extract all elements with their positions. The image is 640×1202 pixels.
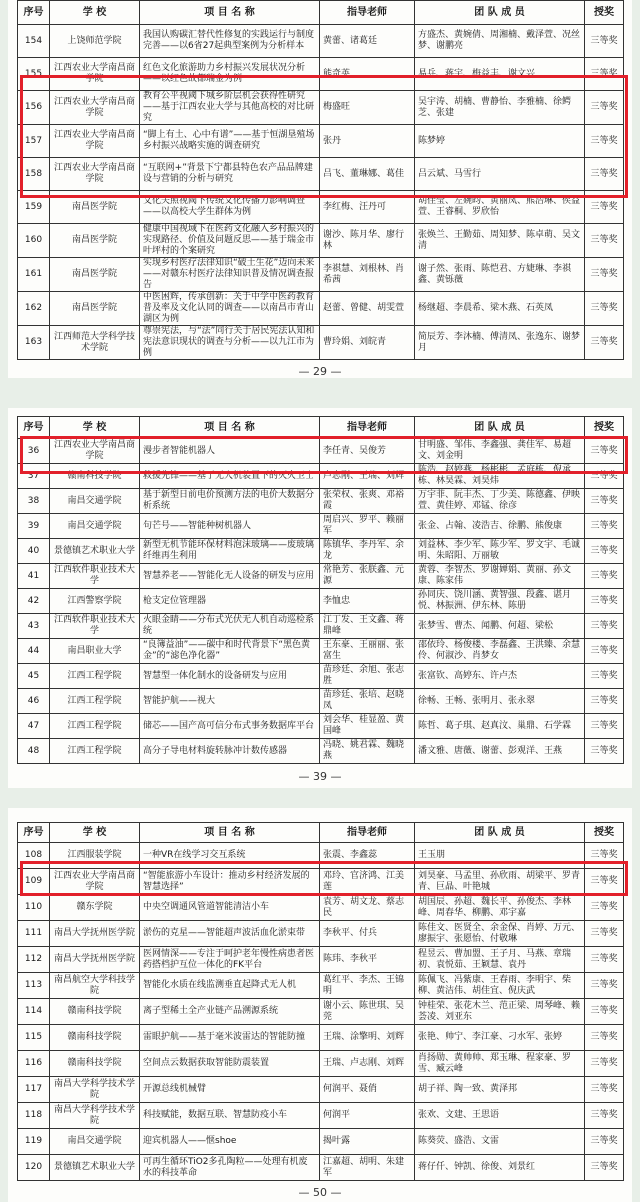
table-row [18,843,624,869]
award-level: 三等奖 [585,843,624,869]
school-name: 江西工程学院 [50,664,140,689]
page-number: — 39 — [298,770,342,783]
advisor-names: 吕飞、董琳娜、葛佳 [320,158,415,191]
row-number: 111 [18,921,50,947]
row-number: 163 [18,326,50,360]
row-number: 44 [18,639,50,664]
project-name: 我国认购碳汇替代性修复的实践运行与制度完善——以6省27起典型案例为分析样本 [140,25,320,58]
award-level: 三等奖 [585,514,624,539]
award-level: 三等奖 [585,639,624,664]
header-project: 项 目 名 称 [140,417,320,439]
advisor-names: 张震、李鑫蕊 [320,843,415,869]
advisor-names: 曹玲娟、刘皖青 [320,326,415,360]
project-name: 一种VR在线学习交互系统 [140,843,320,869]
award-level: 三等奖 [585,564,624,589]
header-members: 团 队 成 员 [415,1,585,25]
project-name: 智慧型一体化制水的设备研发与应用 [140,664,320,689]
school-name: 江西工程学院 [50,739,140,764]
team-members: 刘昊豪、马孟里、孙欣雨、胡梁平、罗青青、巨晶、叶艳城 [415,869,585,895]
advisor-names: 江嘉超、胡明、朱建军 [320,1155,415,1181]
row-number: 47 [18,714,50,739]
school-name: 南昌医学院 [50,258,140,292]
team-members: 胡子祥、陶一致、黄泽邦 [415,1077,585,1103]
school-name: 江西软件职业技术大学 [50,614,140,639]
row-number: 41 [18,564,50,589]
team-members: 陈佳文、医贤全、余金保、肖婷、万元、廖振宇、张愿怡、付敬琳 [415,921,585,947]
award-level: 三等奖 [585,258,624,292]
advisor-names: 王瑞、涂擎明、刘辉 [320,1025,415,1051]
award-level: 三等奖 [585,224,624,258]
table-row [18,539,624,564]
row-number: 160 [18,224,50,258]
award-level: 三等奖 [585,1077,624,1103]
advisor-names: 江丁发、王文鑫、蒋鼎峰 [320,614,415,639]
header-project: 项 目 名 称 [140,823,320,843]
school-name: 江西软件职业技术大学 [50,564,140,589]
document-page-50 [8,808,632,1202]
table-row [18,224,624,258]
school-name: 南昌航空大学科技学院 [50,973,140,999]
award-level: 三等奖 [585,25,624,58]
team-members: 刘益林、李少军、陈少军、罗文宇、毛诚明、朱昭阳、万丽敏 [415,539,585,564]
project-name: 健康中国视域下在医药文化融入乡村振兴的实现路径、价值及问题反思——基于瑞金市叶坪村的个案研究 [140,224,320,258]
award-level: 三等奖 [585,58,624,91]
row-number: 117 [18,1077,50,1103]
table-row [18,1051,624,1077]
project-name: 句芒号——智能种树机器人 [140,514,320,539]
advisor-names: 苗珍廷、张培、赵晓凤 [320,689,415,714]
row-number: 155 [18,58,50,91]
school-name: 江西农业大学南昌商学院 [50,91,140,125]
table-row [18,489,624,514]
team-members: 钟桂荣、张花木兰、范正梁、周琴峰、赖荟凌、刘亚东 [415,999,585,1025]
school-name: 南昌大学抚州医学院 [50,921,140,947]
header-award: 授奖 [585,1,624,25]
school-name: 南昌大学科学技术学院 [50,1077,140,1103]
team-members: 简辰芳、李沐楠、傅清凤、张逸东、谢梦月 [415,326,585,360]
school-name: 江西服装学院 [50,843,140,869]
table-row [18,464,624,489]
row-number: 159 [18,191,50,224]
advisor-names: 揭叶露 [320,1129,415,1155]
table-row [18,25,624,58]
row-number: 45 [18,664,50,689]
team-members: 程昱云、曹加盟、王子月、马燕、章瑞初、袁悦茹、王颖慧、袁丹 [415,947,585,973]
project-name: 迎宾机器人——惬shoe [140,1129,320,1155]
advisor-names: 陈镇华、李丹军、余龙 [320,539,415,564]
school-name: 江西工程学院 [50,714,140,739]
row-number: 113 [18,973,50,999]
team-members: 陈浩、赵婷燕、杨彬彬、孟庭栋、倪承栋、林昊霖、刘昊炜 [415,464,585,489]
school-name: 南昌职业大学 [50,639,140,664]
table-row [18,689,624,714]
project-name: 医网情深——专注于呵护老年慢性病患者医药搭档护互位一体化的FK平台 [140,947,320,973]
header-advisor: 指导老师 [320,417,415,439]
project-name: 科技赋能，数据互联、智慧防疫小车 [140,1103,320,1129]
header-no: 序号 [18,1,50,25]
header-award: 授奖 [585,823,624,843]
table-header-row [18,1,624,25]
project-name: 雷眼护航——基于毫米波雷达的智能防撞 [140,1025,320,1051]
project-name: 基于新型日前电价预测方法的电价大数据分析系统 [140,489,320,514]
school-name: 上饶师范学院 [50,25,140,58]
school-name: 景德镇艺术职业大学 [50,1155,140,1181]
header-members: 团 队 成 员 [415,417,585,439]
table-row [18,1103,624,1129]
award-level: 三等奖 [585,158,624,191]
team-members: 陈哲、葛子琪、赵真汶、巢鼎、石学霖 [415,714,585,739]
row-number: 39 [18,514,50,539]
team-members: 胡国辰、孙超、魏长平、孙俊杰、李林峰、周春华、柳鹏、邓宇嘉 [415,895,585,921]
team-members: 徐畅、王畅、张明月、张永翠 [415,689,585,714]
row-number: 48 [18,739,50,764]
award-level: 三等奖 [585,869,624,895]
table-row [18,292,624,326]
project-name: 智能化水质在线监测垂直起降式无人机 [140,973,320,999]
table-row [18,614,624,639]
school-name: 江西农业大学南昌商学院 [50,158,140,191]
project-name: 文化关照视阈下传统文化传播力影响调查——以高校大学生群体为例 [140,191,320,224]
project-name: 智慧养老——智能化无人设备的研发与应用 [140,564,320,589]
advisor-names: 李恤忠 [320,589,415,614]
team-members: 张艳、帅宁、李江豪、刁水军、张婷 [415,1025,585,1051]
table-row [18,589,624,614]
row-number: 43 [18,614,50,639]
table-row [18,639,624,664]
award-level: 三等奖 [585,191,624,224]
team-members: 陈梦婷 [415,125,585,158]
advisor-names: 谢小云、陈世琪、吴莞 [320,999,415,1025]
table-header-row [18,417,624,439]
advisor-names: 梅盛旺 [320,91,415,125]
team-members: 易兵、蒋宇、梅益丰、谢文兴 [415,58,585,91]
school-name: 江西农业大学南昌商学院 [50,125,140,158]
project-name: 智能护航——视大 [140,689,320,714]
table-row [18,921,624,947]
project-name: 中医困辉，传承创新：关于中学中医药教育普及率及文化认同的调查——以南昌市青山湖区为例 [140,292,320,326]
page-number: — 50 — [298,1186,342,1199]
advisor-names: 李祺慧、刘根林、肖希茜 [320,258,415,292]
table-row [18,973,624,999]
project-name: 中央空调通风管道智能清洁小车 [140,895,320,921]
award-level: 三等奖 [585,1155,624,1181]
table-header-row [18,823,624,843]
project-name: “互联网+”背景下宁都县特色农产品品牌建设与营销的分析与研究 [140,158,320,191]
team-members: 谢子然、张雨、陈恺君、方婕琳、李祺鑫、黄铄薇 [415,258,585,292]
project-name: 实现乡村医疗法律知识“破土生花”迈向未来——对赣东村医疗法律知识普及情况调查报告 [140,258,320,292]
advisor-names: 何润平 [320,1103,415,1129]
advisor-names: 熊奇英 [320,58,415,91]
row-number: 112 [18,947,50,973]
project-name: “智能旅游小车设计：推动乡村经济发展的智慧选择” [140,869,320,895]
table-row [18,514,624,539]
award-level: 三等奖 [585,689,624,714]
row-number: 158 [18,158,50,191]
school-name: 南昌医学院 [50,292,140,326]
project-name: 救援先锋——基于无人机装置下的灭火卫士 [140,464,320,489]
award-level: 三等奖 [585,1051,624,1077]
header-award: 授奖 [585,417,624,439]
project-name: 空间点云数据获取智能防震装置 [140,1051,320,1077]
table-row [18,664,624,689]
row-number: 156 [18,91,50,125]
project-name: 离子型稀土全产业链产品溯源系统 [140,999,320,1025]
award-level: 三等奖 [585,125,624,158]
table-row [18,158,624,191]
award-level: 三等奖 [585,973,624,999]
award-level: 三等奖 [585,489,624,514]
award-level: 三等奖 [585,1103,624,1129]
table-row [18,258,624,292]
advisor-names: 周启兴、罗平、赖丽军 [320,514,415,539]
team-members: 胡佳莹、左婉昀、黄丽凤、熊浩琳、侯益萱、王睿桐、罗欣怡 [415,191,585,224]
advisor-names: 何润平、聂俏 [320,1077,415,1103]
advisor-names: 葛红平、李杰、王锦明 [320,973,415,999]
team-members: 张梦雪、曹杰、闻鹏、何超、梁松 [415,614,585,639]
table-row [18,739,624,764]
row-number: 162 [18,292,50,326]
advisor-names: 王东豪、王丽丽、张富生 [320,639,415,664]
project-name: 火眼金睛——分布式光伏无人机自动巡检系统 [140,614,320,639]
award-level: 三等奖 [585,1129,624,1155]
table-row [18,58,624,91]
project-name: 漫步者智能机器人 [140,439,320,464]
school-name: 赣南科技学院 [50,1051,140,1077]
project-name: 储芯——国产高可信分布式事务数据库平台 [140,714,320,739]
team-members: 吴宇涛、胡楠、曹静怡、李雅楠、徐鳄芝、张建 [415,91,585,125]
school-name: 江西农业大学南昌商学院 [50,439,140,464]
team-members: 陈佩飞、冯紫康、王春雨、李明宇、柴柳、黄洁伟、胡佳宜、倪庆武 [415,973,585,999]
team-members: 张金、占翰、凌浩吉、徐鹏、熊俊康 [415,514,585,539]
row-number: 161 [18,258,50,292]
award-level: 三等奖 [585,292,624,326]
table-row [18,714,624,739]
school-name: 南昌交通学院 [50,514,140,539]
table-row [18,439,624,464]
awards-table [17,0,624,360]
row-number: 154 [18,25,50,58]
project-name: 红色文化旅游助力乡村振兴发展状况分析——以红色故都瑞金为例 [140,58,320,91]
award-level: 三等奖 [585,664,624,689]
row-number: 38 [18,489,50,514]
row-number: 118 [18,1103,50,1129]
header-school: 学 校 [50,1,140,25]
table-row [18,895,624,921]
project-name: 新型无机节能环保材料泡沫玻璃——废玻璃纤维再生利用 [140,539,320,564]
team-members: 张富钦、高婷东、许卢杰 [415,664,585,689]
table-row [18,999,624,1025]
school-name: 江西农业大学南昌商学院 [50,58,140,91]
row-number: 120 [18,1155,50,1181]
advisor-names: 苗珍廷、余旭、张志胜 [320,664,415,689]
team-members: 方盛杰、黄婉倩、周湘楠、戴泽萱、况丝梦、谢鹏亮 [415,25,585,58]
school-name: 南昌医学院 [50,191,140,224]
advisor-names: 谢沙、陈月华、廖行林 [320,224,415,258]
advisor-names: 袁芳、胡文龙、蔡志民 [320,895,415,921]
school-name: 江西警察学院 [50,589,140,614]
award-level: 三等奖 [585,714,624,739]
award-level: 三等奖 [585,464,624,489]
advisor-names: 常艳芳、张朕鑫、元源 [320,564,415,589]
project-name: 高分子导电材料旋转脉冲计数传感器 [140,739,320,764]
school-name: 江西工程学院 [50,689,140,714]
award-level: 三等奖 [585,91,624,125]
header-no: 序号 [18,417,50,439]
project-name: 可再生循环TiO2多孔陶粒——处理有机废水的科技革命 [140,1155,320,1181]
project-name: 淤伤的克星——智能超声波活血化淤束带 [140,921,320,947]
award-level: 三等奖 [585,921,624,947]
school-name: 南昌交通学院 [50,1129,140,1155]
advisor-names: 陈玮、李秋平 [320,947,415,973]
advisor-names: 李红梅、汪丹可 [320,191,415,224]
row-number: 108 [18,843,50,869]
row-number: 116 [18,1051,50,1077]
row-number: 157 [18,125,50,158]
project-name: 枪支定位管理器 [140,589,320,614]
awards-table [17,416,624,764]
award-level: 三等奖 [585,614,624,639]
project-name: “脚上有土、心中有谱”——基于恒湖垦殖场乡村振兴战略实施的调查研究 [140,125,320,158]
award-level: 三等奖 [585,539,624,564]
header-no: 序号 [18,823,50,843]
advisor-names: 张荣权、张爽、邓裕霞 [320,489,415,514]
team-members: 肖扬勋、黄帅帅、郑玉琳、程家豪、罗雪、臧云峰 [415,1051,585,1077]
row-number: 36 [18,439,50,464]
table-row [18,1025,624,1051]
team-members: 万宇菲、阮丰杰、丁少美、陈德鑫、伊映萱、黄佳婷、邓锰、徐彦 [415,489,585,514]
school-name: 江西农业大学南昌商学院 [50,869,140,895]
advisor-names: 冯晓、姚君霖、魏晓燕 [320,739,415,764]
team-members: 甘明盛、邹伟、李鑫强、龚佳军、易超文、刘金明 [415,439,585,464]
page-number: — 29 — [298,365,342,378]
award-level: 三等奖 [585,1025,624,1051]
table-row [18,869,624,895]
table-row [18,1077,624,1103]
award-level: 三等奖 [585,326,624,360]
project-name: 教育公平视阈下城乡阶层机会获得性研究——基于江西农业大学与其他高校的对比研究 [140,91,320,125]
school-name: 赣南科技学院 [50,464,140,489]
table-row [18,1155,624,1181]
team-members: 陈葵荧、盛浩、文雷 [415,1129,585,1155]
award-level: 三等奖 [585,895,624,921]
team-members: 吕云斌、马雪行 [415,158,585,191]
school-name: 南昌医学院 [50,224,140,258]
advisor-names: 赵蕾、曾健、胡雯萱 [320,292,415,326]
row-number: 119 [18,1129,50,1155]
header-advisor: 指导老师 [320,1,415,25]
header-members: 团 队 成 员 [415,823,585,843]
advisor-names: 李秋平、付兵 [320,921,415,947]
advisor-names: 卢志刚、王瑞、刘辉 [320,464,415,489]
school-name: 江西师范大学科学技术学院 [50,326,140,360]
school-name: 景德镇艺术职业大学 [50,539,140,564]
row-number: 110 [18,895,50,921]
team-members: 杨继超、李晨希、梁木燕、石英凤 [415,292,585,326]
table-row [18,564,624,589]
table-row [18,91,624,125]
document-page-39 [8,408,632,788]
advisor-names: 王瑞、卢志刚、刘辉 [320,1051,415,1077]
school-name: 赣南科技学院 [50,999,140,1025]
team-members: 黄蓉、李智杰、罗谢婵娟、黄丽、孙文康、陈家伟 [415,564,585,589]
table-row [18,191,624,224]
row-number: 42 [18,589,50,614]
advisor-names: 李任青、吴俊芳 [320,439,415,464]
team-members: 邵依玲、杨俊楼、李磊鑫、王洪臻、余慧伶、何淑沙、肖梦女 [415,639,585,664]
award-level: 三等奖 [585,739,624,764]
team-members: 张焕兰、王勤茹、周知梦、陈卓萌、吴文清 [415,224,585,258]
table-row [18,326,624,360]
document-page-29 [8,0,632,378]
project-name: “良簿益油”——碳中和时代背景下“黑色黄金”的“滤色净化器” [140,639,320,664]
header-school: 学 校 [50,417,140,439]
team-members: 潘文雅、唐薇、谢蕾、彭观洋、王燕 [415,739,585,764]
advisor-names: 张丹 [320,125,415,158]
team-members: 孙同庆、饶川涵、黄智强、段鑫、谌月悦、林振洲、伊东林、陈册 [415,589,585,614]
school-name: 南昌大学抚州医学院 [50,947,140,973]
team-members: 张欢、文建、王思语 [415,1103,585,1129]
table-row [18,947,624,973]
row-number: 109 [18,869,50,895]
project-name: 尊崇宪法，与“法”同行关于居民宪法认知和宪法意识现状的调查与分析——以九江市为例 [140,326,320,360]
advisor-names: 邓玲、官济鸿、江美莲 [320,869,415,895]
team-members: 王玉朋 [415,843,585,869]
award-level: 三等奖 [585,439,624,464]
row-number: 37 [18,464,50,489]
school-name: 南昌交通学院 [50,489,140,514]
school-name: 南昌大学科学技术学院 [50,1103,140,1129]
award-level: 三等奖 [585,589,624,614]
award-level: 三等奖 [585,947,624,973]
row-number: 46 [18,689,50,714]
header-advisor: 指导老师 [320,823,415,843]
team-members: 蒋仔仟、钟凯、徐俊、刘景红 [415,1155,585,1181]
header-project: 项 目 名 称 [140,1,320,25]
award-level: 三等奖 [585,999,624,1025]
table-row [18,1129,624,1155]
school-name: 赣东学院 [50,895,140,921]
awards-table [17,822,624,1181]
header-school: 学 校 [50,823,140,843]
advisor-names: 刘会华、桂显盈、黄国峰 [320,714,415,739]
row-number: 40 [18,539,50,564]
row-number: 115 [18,1025,50,1051]
row-number: 114 [18,999,50,1025]
school-name: 赣南科技学院 [50,1025,140,1051]
advisor-names: 黄蕾、诸葛廷 [320,25,415,58]
table-row [18,125,624,158]
project-name: 开源总线机械臂 [140,1077,320,1103]
